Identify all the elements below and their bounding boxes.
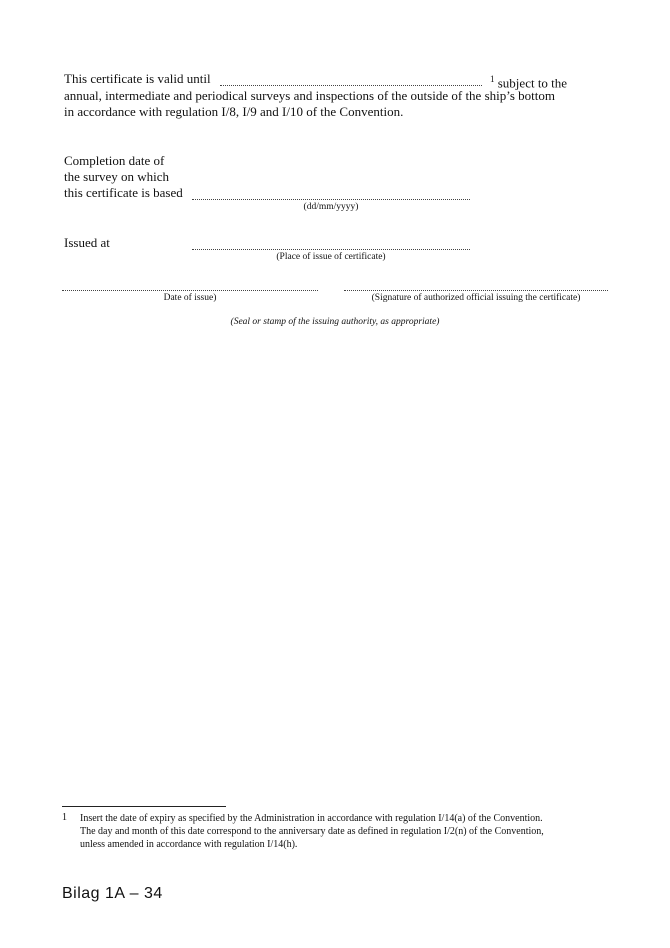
completion-format-hint: (dd/mm/yyyy) — [303, 202, 359, 212]
footnote-ref: 1 — [490, 74, 495, 84]
footnote-line-2: The day and month of this date correspond to the anniversary date as defined in regulation I/2(n) of the Convention, — [80, 826, 544, 837]
validity-line-2: annual, intermediate and periodical surveys and inspections of the outside of the ship’s bottom — [64, 88, 555, 103]
date-of-issue-label: Date of issue) — [163, 293, 217, 303]
valid-until-field[interactable] — [220, 85, 482, 86]
validity-suffix: subject to the — [497, 75, 568, 91]
footnote-line-1: Insert the date of expiry as specified by the Administration in accordance with regulation I/14(a) of the Convention. — [80, 813, 543, 824]
date-of-issue-field[interactable] — [62, 290, 318, 291]
place-of-issue-hint: (Place of issue of certificate) — [276, 252, 386, 262]
completion-label-3: this certificate is based — [64, 185, 183, 200]
issued-at-label: Issued at — [64, 235, 110, 250]
completion-label-1: Completion date of — [64, 153, 165, 168]
completion-label-2: the survey on which — [64, 169, 170, 184]
completion-date-field[interactable] — [192, 199, 470, 200]
footnote-separator — [62, 806, 226, 807]
footnote-line-3: unless amended in accordance with regulation I/14(h). — [80, 839, 298, 850]
validity-prefix: This certificate is valid until — [64, 71, 211, 86]
signature-field[interactable] — [344, 290, 608, 291]
signature-label: (Signature of authorized official issuing the certificate) — [371, 293, 581, 303]
page-footer: Bilag 1A – 34 — [62, 885, 163, 902]
footnote-number: 1 — [62, 812, 67, 823]
seal-note: (Seal or stamp of the issuing authority, as appropriate) — [230, 317, 440, 327]
validity-line-3: in accordance with regulation I/8, I/9 and I/10 of the Convention. — [64, 104, 404, 119]
place-of-issue-field[interactable] — [192, 249, 470, 250]
